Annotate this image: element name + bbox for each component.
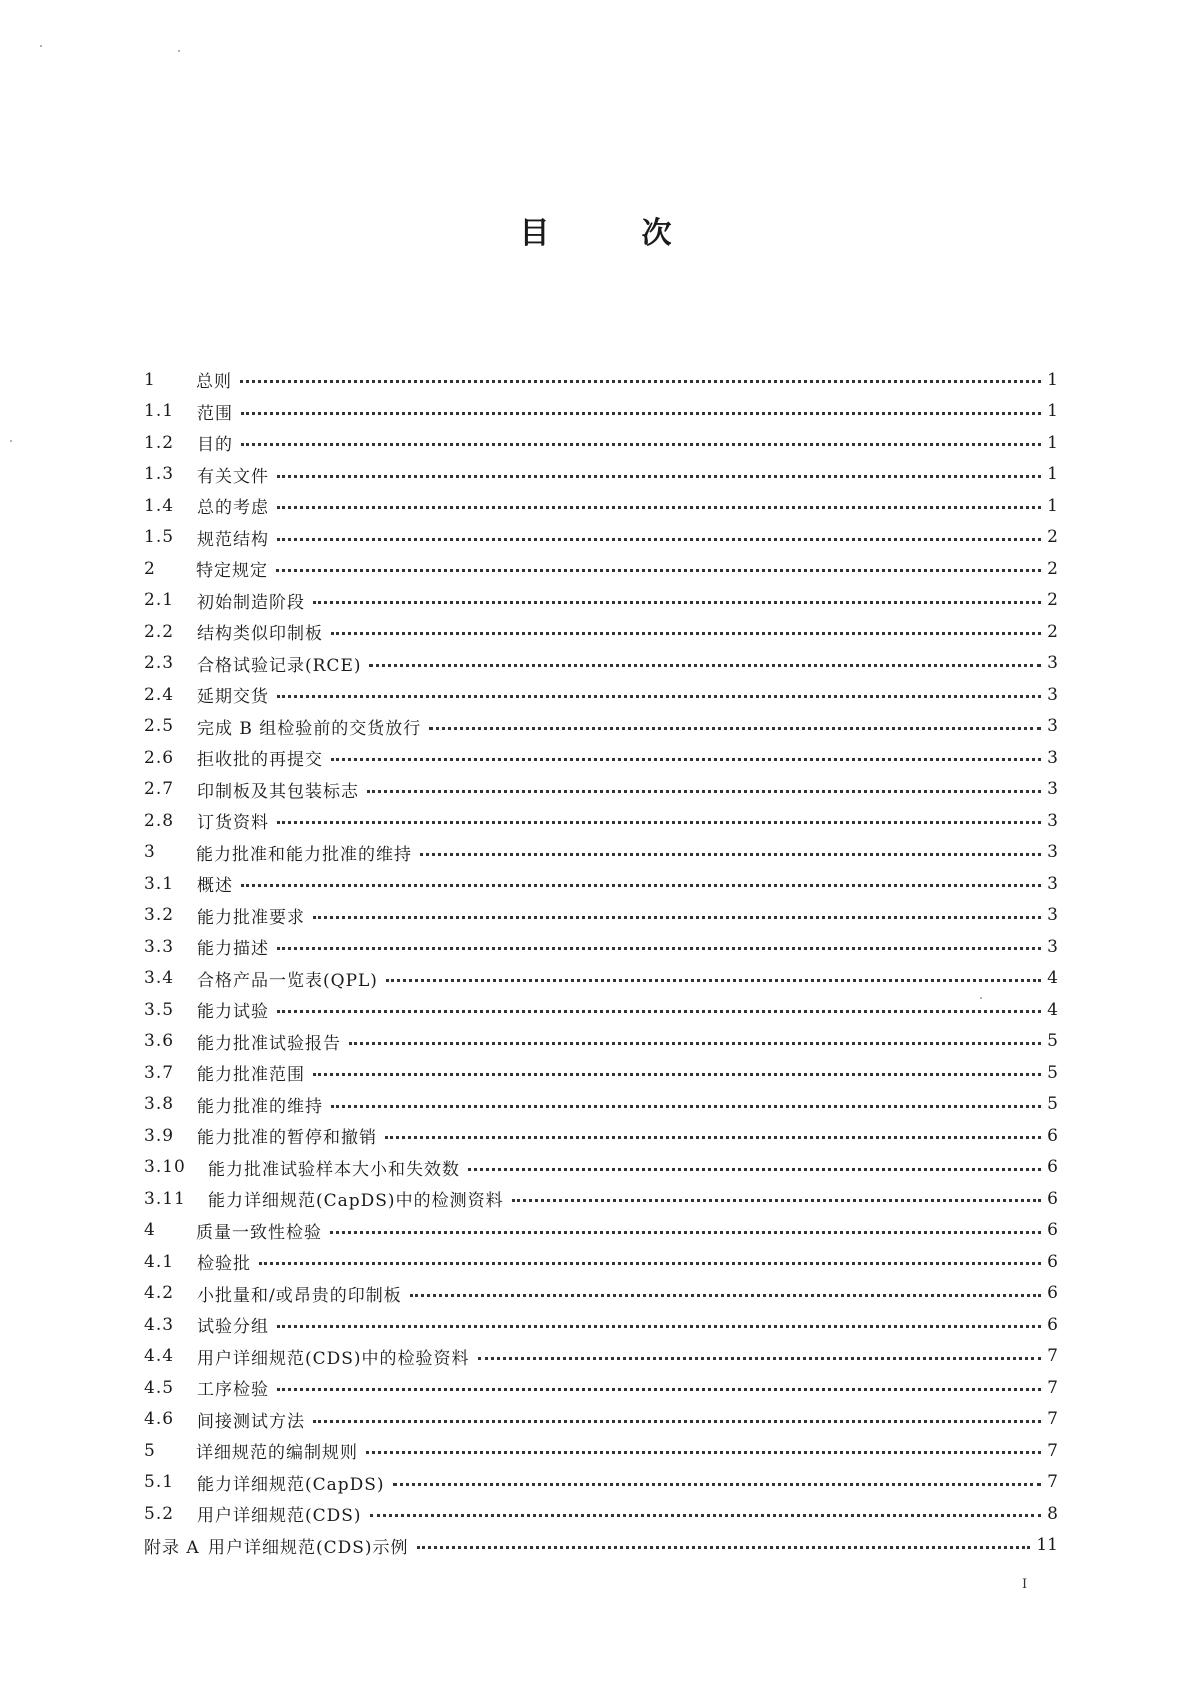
toc-entry [144,963,1058,995]
scan-speck [10,440,12,442]
toc-entry-label: 有关文件 [197,466,269,487]
toc-entry-page: 7 [1047,1377,1058,1398]
toc-entry-label: 详细规范的编制规则 [196,1443,358,1464]
toc-entry-number: 2.6 [144,747,175,768]
toc-dot-leader [277,1325,1041,1328]
toc-dot-leader [241,412,1041,415]
toc-entry [144,679,1058,711]
toc-entry [144,396,1058,428]
toc-dot-leader [366,1451,1041,1454]
toc-entry-label: 合格试验记录(RCE) [197,655,362,676]
toc-entry-number: 5.1 [144,1472,175,1493]
toc-entry [144,522,1058,554]
toc-entry-page: 2 [1047,527,1058,548]
toc-entry-page: 3 [1047,684,1058,705]
toc-entry [144,427,1058,459]
toc-entry [144,490,1058,522]
toc-entry-page: 3 [1047,873,1058,894]
toc-entry-label: 检验批 [197,1254,251,1275]
toc-entry-page: 7 [1047,1346,1058,1367]
toc-entry-page: 3 [1047,716,1058,737]
toc-entry [144,1215,1058,1247]
toc-entry-label: 印制板及其包装标志 [197,781,359,802]
toc-entry-number: 5.2 [144,1503,175,1524]
toc-entry-page: 7 [1047,1440,1058,1461]
toc-dot-leader [512,1199,1042,1202]
toc-entry-page: 6 [1047,1188,1058,1209]
toc-entry-page: 6 [1047,1157,1058,1178]
toc-entry-page: 3 [1047,747,1058,768]
toc-entry-number: 4.4 [144,1346,175,1367]
toc-entry-label: 能力批准的维持 [197,1096,323,1117]
toc-dot-leader [259,1262,1041,1265]
toc-entry-label: 概述 [197,876,233,897]
toc-entry-number: 4 [144,1220,156,1241]
toc-entry [144,459,1058,491]
toc-entry [144,1026,1058,1058]
toc-entry [144,364,1058,396]
toc-entry-page: 6 [1047,1251,1058,1272]
toc-entry-number: 4.1 [144,1251,175,1272]
toc-dot-leader [331,632,1041,635]
toc-entry-number: 1.5 [144,527,175,548]
toc-entry-number: 3.2 [144,905,175,926]
toc-entry-page: 1 [1047,432,1058,453]
toc-entry-page: 4 [1047,968,1058,989]
toc-dot-leader [420,853,1041,856]
toc-entry [144,1530,1058,1562]
toc-entry [144,1309,1058,1341]
toc-dot-leader [417,1546,1031,1549]
title-char-1: 目 [519,216,550,251]
toc-dot-leader [240,380,1041,383]
toc-entry-number: 3.8 [144,1094,175,1115]
toc-dot-leader [369,664,1041,667]
toc-entry-page: 3 [1047,779,1058,800]
toc-entry-number: 3.11 [144,1188,186,1209]
toc-entry-label: 范围 [197,403,233,424]
toc-entry-label: 能力详细规范(CapDS) [197,1474,385,1495]
toc-dot-leader [367,790,1041,793]
toc-entry-label: 初始制造阶段 [197,592,305,613]
toc-entry [144,994,1058,1026]
toc-dot-leader [410,1294,1041,1297]
toc-entry-number: 1.4 [144,495,175,516]
toc-entry-label: 结构类似印制板 [197,624,323,645]
toc-entry-label: 合格产品一览表(QPL) [197,970,378,991]
toc-entry-number: 3 [144,842,156,863]
toc-entry [144,774,1058,806]
toc-dot-leader [313,1073,1041,1076]
toc-dot-leader [385,1136,1041,1139]
toc-entry-number: 4.5 [144,1377,175,1398]
toc-entry-page: 3 [1047,810,1058,831]
toc-entry-label: 能力批准试验样本大小和失效数 [208,1159,460,1180]
toc-entry-page: 6 [1047,1125,1058,1146]
toc-entry-page: 5 [1047,1094,1058,1115]
toc-entry [144,616,1058,648]
toc-entry-label: 能力试验 [197,1002,269,1023]
toc-dot-leader [386,979,1041,982]
table-of-contents [144,364,1058,1561]
toc-entry [144,1467,1058,1499]
toc-entry-page: 5 [1047,1031,1058,1052]
toc-dot-leader [241,443,1041,446]
toc-entry-label: 能力批准要求 [197,907,305,928]
toc-entry-number: 2.4 [144,684,175,705]
toc-entry-number: 3.7 [144,1062,175,1083]
toc-dot-leader [277,1010,1041,1013]
toc-entry-page: 2 [1047,558,1058,579]
toc-entry-label: 总则 [196,372,232,393]
toc-entry-number: 3.4 [144,968,175,989]
toc-entry [144,1372,1058,1404]
toc-entry-label: 能力批准试验报告 [197,1033,341,1054]
toc-entry-label: 质量一致性检验 [196,1222,322,1243]
toc-entry-number: 1 [144,369,156,390]
toc-entry-page: 2 [1047,621,1058,642]
toc-dot-leader [277,475,1041,478]
toc-dot-leader [478,1357,1042,1360]
toc-entry [144,931,1058,963]
toc-dot-leader [277,947,1041,950]
toc-entry-label: 工序检验 [197,1380,269,1401]
toc-dot-leader [277,506,1041,509]
toc-entry-number: 附录 A [144,1537,200,1558]
toc-dot-leader [330,1231,1041,1234]
toc-entry [144,553,1058,585]
toc-entry [144,1435,1058,1467]
toc-entry-label: 能力描述 [197,939,269,960]
toc-entry [144,900,1058,932]
toc-dot-leader [277,695,1041,698]
toc-entry-label: 特定规定 [196,561,268,582]
toc-entry-page: 8 [1047,1503,1058,1524]
toc-entry-page: 1 [1047,495,1058,516]
toc-entry-number: 2.5 [144,716,175,737]
toc-entry-page: 6 [1047,1314,1058,1335]
toc-entry [144,868,1058,900]
toc-dot-leader [468,1168,1041,1171]
toc-entry-number: 5 [144,1440,156,1461]
toc-dot-leader [313,601,1041,604]
toc-entry-page: 7 [1047,1472,1058,1493]
title-char-2: 次 [641,216,672,251]
toc-entry-number: 3.5 [144,999,175,1020]
toc-entry [144,1152,1058,1184]
toc-entry-label: 能力批准和能力批准的维持 [196,844,412,865]
toc-entry-number: 1.2 [144,432,175,453]
toc-entry-label: 能力批准范围 [197,1065,305,1086]
toc-entry-page: 1 [1047,464,1058,485]
toc-entry-page: 1 [1047,401,1058,422]
toc-entry-label: 完成 B 组检验前的交货放行 [197,718,422,739]
toc-entry-label: 小批量和/或昂贵的印制板 [197,1285,402,1306]
toc-dot-leader [241,884,1041,887]
toc-entry-number: 3.6 [144,1031,175,1052]
toc-entry-label: 总的考虑 [197,498,269,519]
scan-speck [178,50,180,52]
toc-entry-number: 1.1 [144,401,175,422]
toc-entry-label: 订货资料 [197,813,269,834]
toc-entry-page: 2 [1047,590,1058,611]
toc-entry [144,742,1058,774]
toc-entry-number: 4.3 [144,1314,175,1335]
toc-entry [144,1057,1058,1089]
toc-dot-leader [277,538,1041,541]
toc-entry-label: 试验分组 [197,1317,269,1338]
toc-dot-leader [331,758,1041,761]
toc-entry-page: 3 [1047,905,1058,926]
toc-dot-leader [313,916,1041,919]
toc-entry-page: 3 [1047,842,1058,863]
toc-entry-number: 3.1 [144,873,175,894]
toc-entry-number: 2.7 [144,779,175,800]
toc-entry-label: 间接测试方法 [197,1411,305,1432]
toc-entry-page: 4 [1047,999,1058,1020]
toc-entry [144,711,1058,743]
toc-entry [144,1404,1058,1436]
toc-entry-number: 3.3 [144,936,175,957]
toc-dot-leader [277,821,1041,824]
scan-speck [40,45,42,47]
toc-entry-label: 目的 [197,435,233,456]
toc-dot-leader [276,569,1041,572]
toc-dot-leader [370,1514,1042,1517]
toc-entry-label: 能力批准的暂停和撤销 [197,1128,377,1149]
toc-entry [144,1278,1058,1310]
toc-entry [144,837,1058,869]
toc-entry-number: 4.2 [144,1283,175,1304]
toc-entry [144,1246,1058,1278]
toc-entry [144,1120,1058,1152]
toc-entry [144,585,1058,617]
toc-entry-page: 6 [1047,1283,1058,1304]
toc-entry-page: 3 [1047,936,1058,957]
toc-dot-leader [313,1420,1041,1423]
toc-entry [144,1089,1058,1121]
toc-entry-label: 用户详细规范(CDS) [197,1506,362,1527]
toc-entry-number: 4.6 [144,1409,175,1430]
page-number-mark: I [1022,1577,1028,1592]
toc-entry-number: 2 [144,558,156,579]
toc-entry [144,648,1058,680]
toc-entry [144,1183,1058,1215]
toc-entry [144,805,1058,837]
toc-entry-page: 3 [1047,653,1058,674]
toc-entry-label: 用户详细规范(CDS)中的检验资料 [197,1348,470,1369]
toc-dot-leader [331,1105,1041,1108]
toc-entry [144,1498,1058,1530]
toc-dot-leader [277,1388,1041,1391]
toc-entry-label: 拒收批的再提交 [197,750,323,771]
toc-entry-number: 3.10 [144,1157,186,1178]
toc-entry-page: 1 [1047,369,1058,390]
toc-entry-page: 6 [1047,1220,1058,1241]
toc-dot-leader [429,727,1041,730]
toc-entry-label: 延期交货 [197,687,269,708]
toc-entry-page: 11 [1036,1535,1058,1556]
toc-entry-number: 2.2 [144,621,175,642]
toc-entry-label: 能力详细规范(CapDS)中的检测资料 [208,1191,504,1212]
toc-entry-label: 用户详细规范(CDS)示例 [208,1537,409,1558]
toc-entry-label: 规范结构 [197,529,269,550]
page-title [0,208,1191,252]
toc-entry-page: 5 [1047,1062,1058,1083]
toc-entry-number: 2.1 [144,590,175,611]
toc-entry-number: 2.3 [144,653,175,674]
toc-dot-leader [349,1042,1041,1045]
toc-entry [144,1341,1058,1373]
toc-entry-page: 7 [1047,1409,1058,1430]
toc-entry-number: 3.9 [144,1125,175,1146]
toc-entry-number: 2.8 [144,810,175,831]
toc-entry-number: 1.3 [144,464,175,485]
toc-dot-leader [393,1483,1042,1486]
